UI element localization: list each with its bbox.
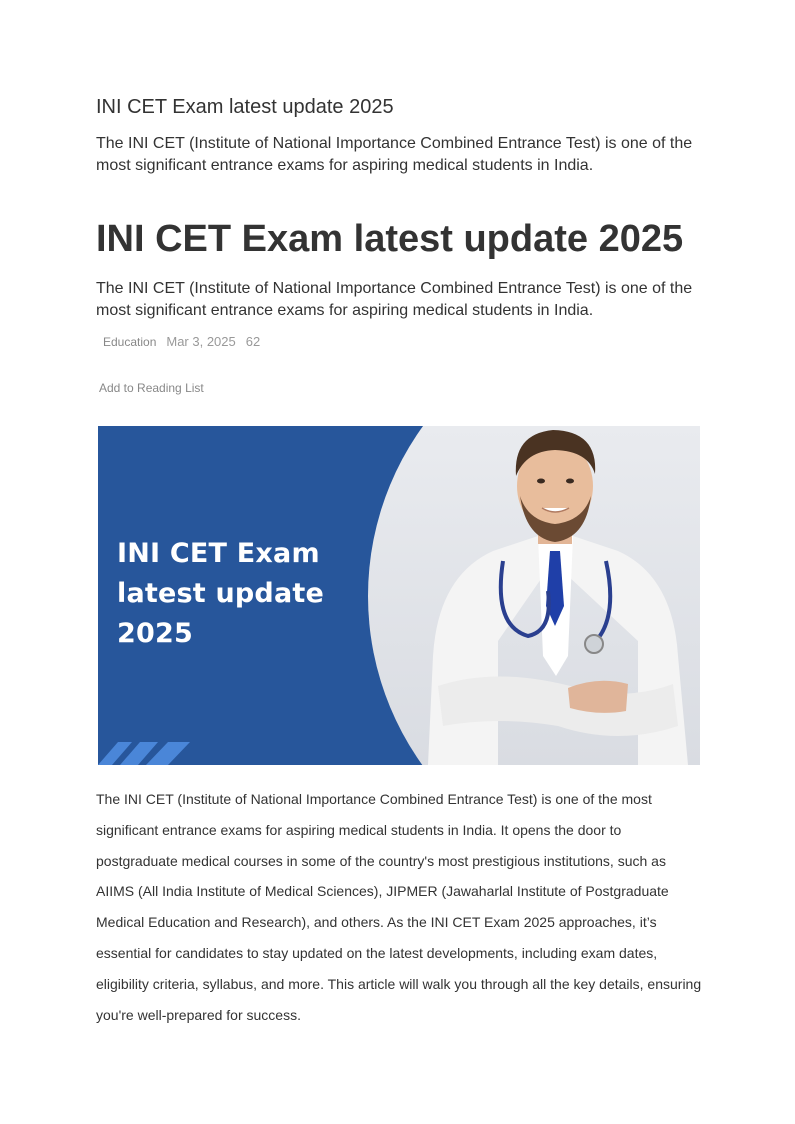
article-summary: The INI CET (Institute of National Importance Combined Entrance Test) is one of the most significant entrance exams for aspiring medical students in India.	[96, 280, 693, 319]
hero-image	[98, 426, 700, 765]
add-to-reading-list-link[interactable]: Add to Reading List	[99, 381, 204, 395]
hero-caption	[117, 534, 324, 654]
hero-line-1: INI CET Exam	[117, 538, 320, 569]
header-intro: The INI CET (Institute of National Importance Combined Entrance Test) is one of the most significant entrance exams for aspiring medical students in India.	[96, 135, 693, 174]
category-link[interactable]: Education	[103, 335, 157, 349]
article-body: The INI CET (Institute of National Importance Combined Entrance Test) is one of the most significant entrance exams for aspiring medical students in India. It opens the door to postgraduate medical courses in some of the country's most prestigious institutions, such as AIIMS (All India Institute of Medical Sciences), JIPMER (Jawaharlal Institute of Postgraduate Medical Education and Research), and others. As the INI CET Exam 2025 approaches, it’s essential for candidates to stay updated on the latest developments, including exam dates, eligibility criteria, syllabus, and more. This article will walk you through all the key details, ensuring you're well-prepared for success.	[96, 791, 702, 1023]
hero-line-2: latest update	[117, 578, 324, 609]
hero-line-3: 2025	[117, 618, 193, 649]
publish-date: Mar 3, 2025	[166, 334, 236, 349]
article-title: INI CET Exam latest update 2025	[96, 218, 684, 260]
header-title: INI CET Exam latest update 2025	[96, 96, 394, 118]
article-meta	[103, 334, 260, 349]
view-count: 62	[245, 334, 261, 349]
